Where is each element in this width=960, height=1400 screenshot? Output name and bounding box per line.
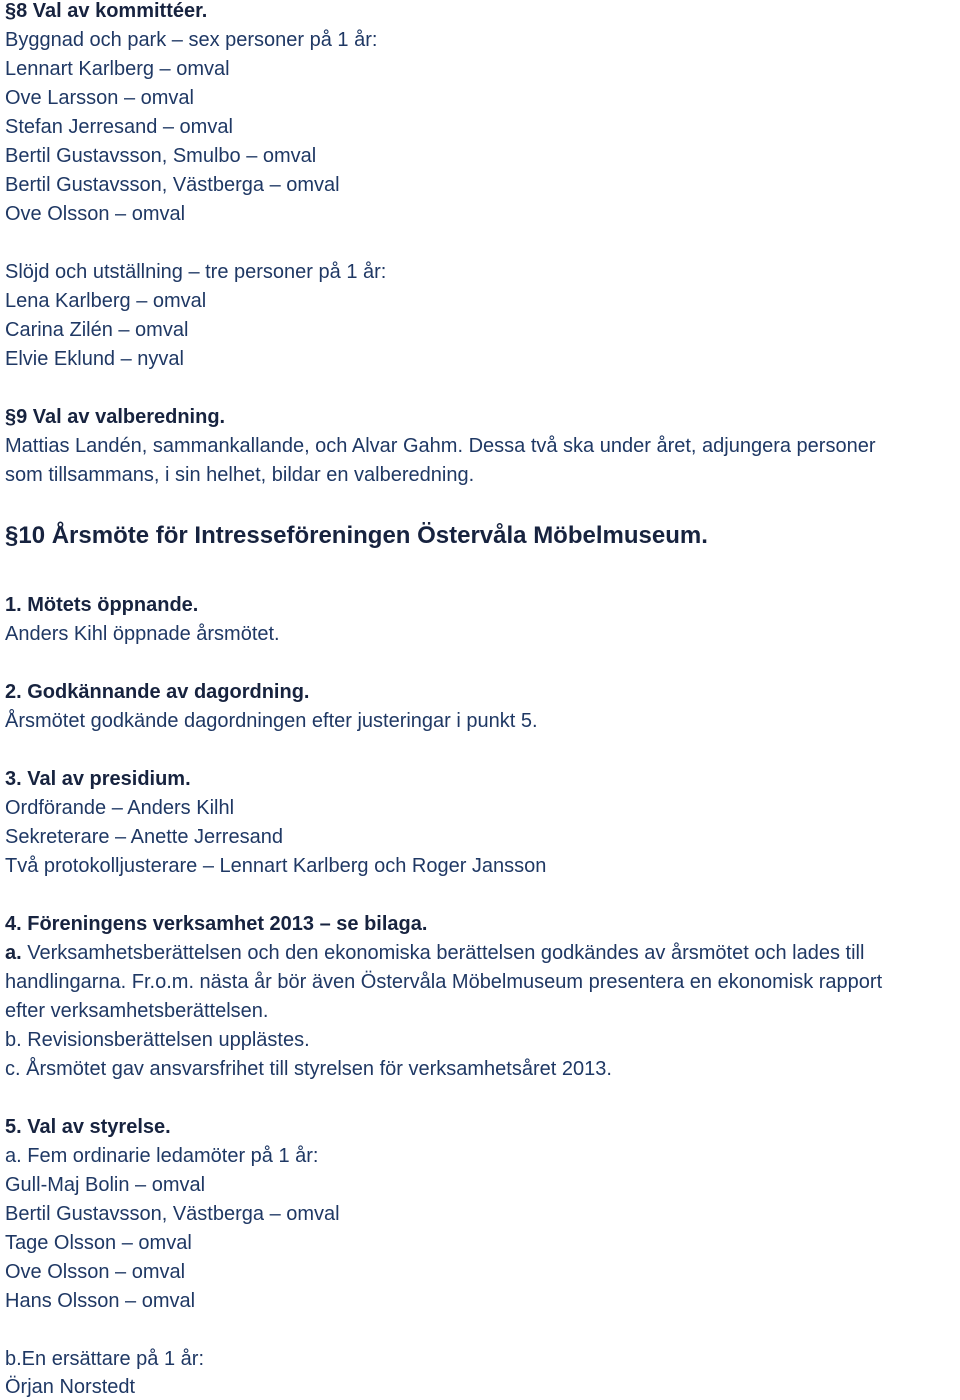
text-line: Två protokolljusterare – Lennart Karlberg och Roger Jansson (5, 855, 547, 877)
text-line: Lena Karlberg – omval (5, 290, 207, 312)
text-line: b. Revisionsberättelsen upplästes. (5, 1029, 310, 1051)
text-line: Anders Kihl öppnade årsmötet. (5, 623, 280, 645)
text-line: Tage Olsson – omval (5, 1232, 192, 1254)
text-line: Bertil Gustavsson, Västberga – omval (5, 174, 340, 196)
text-line: c. Årsmötet gav ansvarsfrihet till styrelsen för verksamhetsåret 2013. (5, 1058, 612, 1080)
item-5-heading: 5. Val av styrelse. (5, 1116, 171, 1138)
item-3-heading: 3. Val av presidium. (5, 768, 191, 790)
text-line: a. Fem ordinarie ledamöter på 1 år: (5, 1145, 319, 1167)
text-line: b.En ersättare på 1 år: (5, 1348, 205, 1370)
text-line: efter verksamhetsberättelsen. (5, 1000, 269, 1022)
text-line: Ordförande – Anders Kilhl (5, 797, 235, 819)
text-line: Bertil Gustavsson, Smulbo – omval (5, 145, 317, 167)
text-line: Ove Larsson – omval (5, 87, 194, 109)
section-8-heading: §8 Val av kommittéer. (5, 0, 208, 22)
text-line: Lennart Karlberg – omval (5, 58, 230, 80)
item-2-heading: 2. Godkännande av dagordning. (5, 681, 310, 703)
text-line: Sekreterare – Anette Jerresand (5, 826, 283, 848)
section-10-heading: §10 Årsmöte för Intresseföreningen Östervåla Möbelmuseum. (5, 522, 708, 549)
text-line: Elvie Eklund – nyval (5, 348, 184, 370)
text-line: Carina Zilén – omval (5, 319, 189, 341)
section-9-heading: §9 Val av valberedning. (5, 406, 226, 428)
text-line: som tillsammans, i sin helhet, bildar en valberedning. (5, 464, 475, 486)
text-line: Ove Olsson – omval (5, 1261, 186, 1283)
text-line: handlingarna. Fr.o.m. nästa år bör även Östervåla Möbelmuseum presentera en ekonomisk rapport (5, 971, 883, 993)
text-line: Bertil Gustavsson, Västberga – omval (5, 1203, 340, 1225)
item-1-heading: 1. Mötets öppnande. (5, 594, 199, 616)
text-line: Gull-Maj Bolin – omval (5, 1174, 206, 1196)
item-4a-key: a. (5, 942, 22, 964)
text-line: Örjan Norstedt (5, 1376, 136, 1398)
item-4a-text: Verksamhetsberättelsen och den ekonomiska berättelsen godkändes av årsmötet och lades till (21, 942, 865, 964)
text-line: Mattias Landén, sammankallande, och Alvar Gahm. Dessa två ska under året, adjungera personer (5, 435, 876, 457)
item-4-heading: 4. Föreningens verksamhet 2013 – se bilaga. (5, 913, 428, 935)
text-line: Årsmötet godkände dagordningen efter justeringar i punkt 5. (5, 710, 538, 732)
text-line: Slöjd och utställning – tre personer på 1 år: (5, 261, 387, 283)
text-line: Stefan Jerresand – omval (5, 116, 233, 138)
text-line: Ove Olsson – omval (5, 203, 186, 225)
text-line: Byggnad och park – sex personer på 1 år: (5, 29, 378, 51)
text-line: Hans Olsson – omval (5, 1290, 196, 1312)
text-line (5, 940, 864, 966)
